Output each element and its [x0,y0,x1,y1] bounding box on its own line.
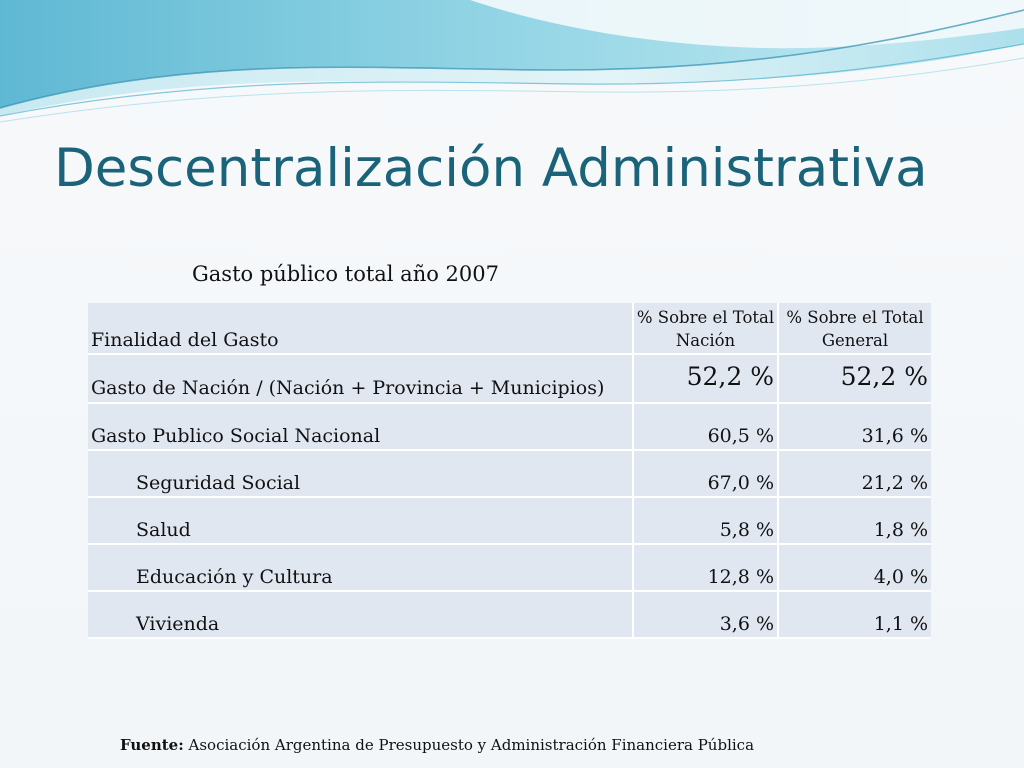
row-label: Salud [88,497,633,544]
row-label: Vivienda [88,591,633,638]
header-pct-general: % Sobre el Total General [778,303,931,354]
table-row [88,403,931,450]
table-header-row [88,303,931,354]
row-pct-nacion: 3,6 % [633,591,778,638]
table-row [88,544,931,591]
row-pct-nacion: 12,8 % [633,544,778,591]
row-label: Seguridad Social [88,450,633,497]
header-finalidad: Finalidad del Gasto [88,303,633,354]
row-pct-nacion: 5,8 % [633,497,778,544]
row-pct-general: 21,2 % [778,450,931,497]
row-pct-nacion: 52,2 % [633,354,778,403]
table-row [88,450,931,497]
spending-table [88,303,931,639]
row-pct-general: 1,8 % [778,497,931,544]
source-text: Asociación Argentina de Presupuesto y Administración Financiera Pública [188,736,755,754]
decorative-wave-banner [0,0,1024,130]
slide-title: Descentralización Administrativa [54,138,928,199]
table-row [88,497,931,544]
row-pct-general: 52,2 % [778,354,931,403]
row-pct-general: 31,6 % [778,403,931,450]
row-pct-nacion: 60,5 % [633,403,778,450]
row-label: Educación y Cultura [88,544,633,591]
row-label: Gasto Publico Social Nacional [88,403,633,450]
source-note [120,736,754,754]
source-label: Fuente: [120,736,184,754]
table-row [88,591,931,638]
row-pct-general: 1,1 % [778,591,931,638]
table-row [88,354,931,403]
header-pct-nacion: % Sobre el Total Nación [633,303,778,354]
row-label: Gasto de Nación / (Nación + Provincia + Municipios) [88,354,633,403]
row-pct-nacion: 67,0 % [633,450,778,497]
table-subtitle: Gasto público total año 2007 [192,262,499,286]
row-pct-general: 4,0 % [778,544,931,591]
